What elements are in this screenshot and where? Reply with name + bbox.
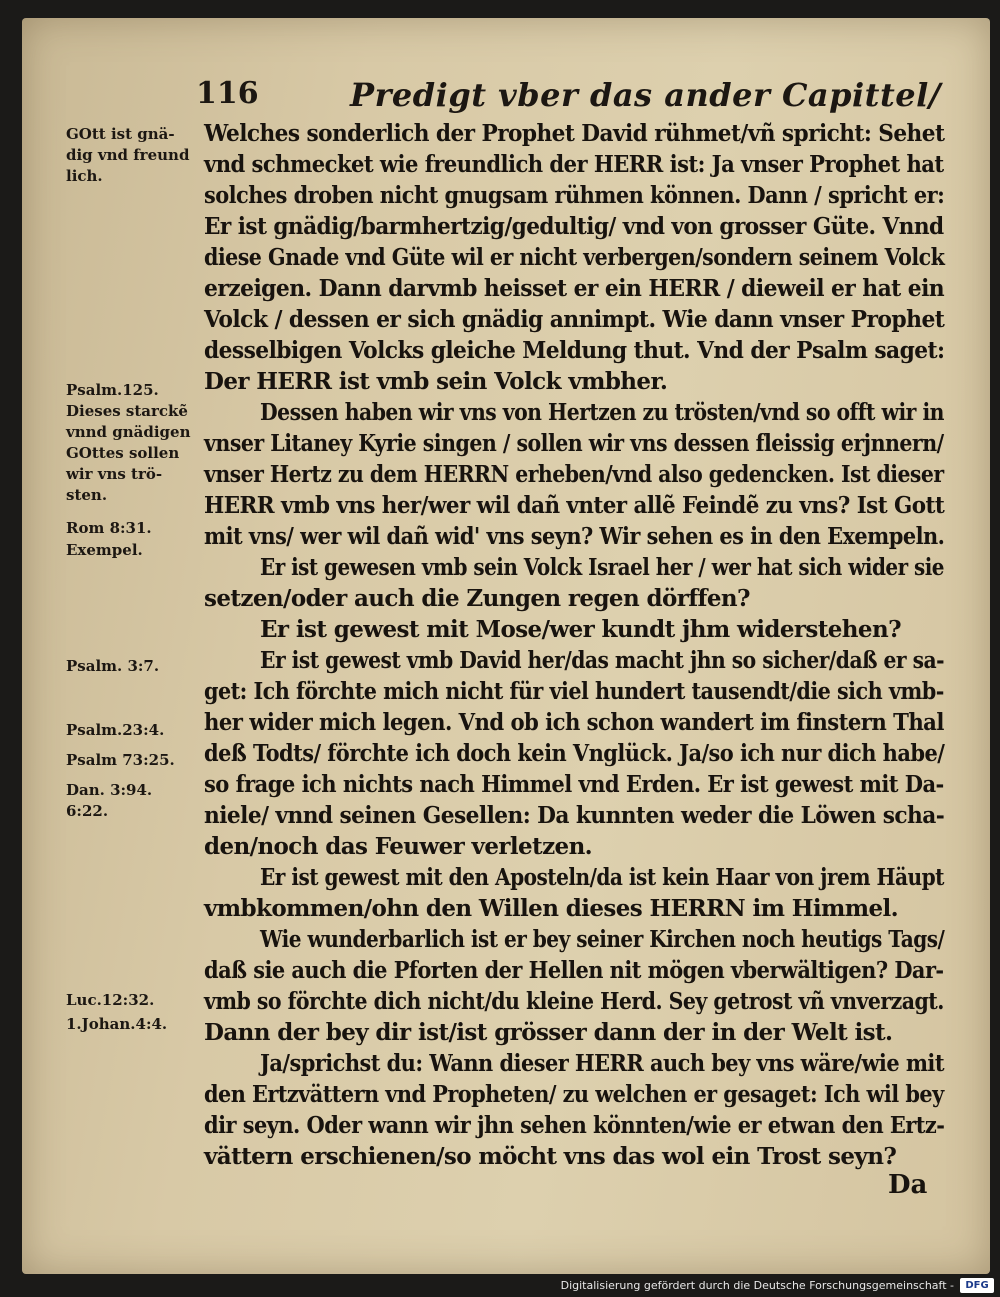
margin-note: Rom 8:31. [66,519,152,537]
text-line: desselbigen Volcks gleiche Meldung thut. Vnd der Psalm saget: [204,337,945,364]
text-line: get: Ich förchte mich nicht für viel hundert tausendt/die sich vmb- [204,678,944,705]
text-line: Er ist gewest mit Mose/wer kundt jhm widerstehen? [260,616,901,643]
text-line: Volck / dessen er sich gnädig annimpt. Wie dann vnser Prophet [204,306,945,333]
text-line: Welches sonderlich der Prophet David rühmet/vñ spricht: Sehet [204,120,945,147]
margin-note: Luc.12:32. [66,991,155,1009]
text-line: Wie wunderbarlich ist er bey seiner Kirchen noch heutigs Tags/ [260,926,945,953]
text-line: dir seyn. Oder wann wir jhn sehen könnten/wie er etwan den Ertz- [204,1112,945,1139]
text-line: den/noch das Feuwer verletzen. [204,833,593,860]
text-line: diese Gnade vnd Güte wil er nicht verbergen/sondern seinem Volck [204,244,945,271]
footer-credit: Digitalisierung gefördert durch die Deutsche Forschungsgemeinschaft - [560,1279,954,1292]
text-line: Der HERR ist vmb sein Volck vmbher. [204,368,668,395]
text-line: setzen/oder auch die Zungen regen dörffen? [204,585,750,612]
text-line: Er ist gnädig/barmhertzig/gedultig/ vnd von grosser Güte. Vnnd [204,213,944,240]
text-line: vmbkommen/ohn den Willen dieses HERRN im Himmel. [204,895,899,922]
text-line: deß Todts/ förchte ich doch kein Vnglück. Ja/so ich nur dich habe/ [204,740,945,767]
dfg-logo: DFG [960,1278,994,1293]
catchword: Da [888,1170,928,1200]
text-line: vnser Litaney Kyrie singen / sollen wir vns dessen fleissig erjnnern/ [204,430,944,457]
margin-note: Psalm.23:4. [66,721,165,739]
text-line: Er ist gewest mit den Aposteln/da ist kein Haar von jrem Häupt [260,864,944,891]
margin-note: Psalm 73:25. [66,751,175,769]
text-line: vnser Hertz zu dem HERRN erheben/vnd also gedencken. Ist dieser [204,461,944,488]
text-line: HERR vmb vns her/wer wil dañ vnter allẽ Feindẽ zu vns? Ist Gott [204,492,945,519]
text-line: Dessen haben wir vns von Hertzen zu trösten/vnd so offt wir in [260,399,944,426]
margin-note: Psalm.125. Dieses starckẽ vnnd gnädigen GOttes sollen wir vns trö- sten. [66,381,191,504]
text-line: erzeigen. Dann darvmb heisset er ein HERR / dieweil er hat ein [204,275,945,302]
margin-note: Exempel. [66,541,143,559]
text-line: vmb so förchte dich nicht/du kleine Herd. Sey getrost vñ vnverzagt. [204,988,944,1015]
text-line: daß sie auch die Pforten der Hellen nit mögen vberwältigen? Dar- [204,957,944,984]
margin-note: GOtt ist gnä- dig vnd freund lich. [66,125,190,185]
text-line: Ja/sprichst du: Wann dieser HERR auch bey vns wäre/wie mit [260,1050,944,1077]
text-line: den Ertzvättern vnd Propheten/ zu welchen er gesaget: Ich wil bey [204,1081,944,1108]
text-line: so frage ich nichts nach Himmel vnd Erden. Er ist gewest mit Da- [204,771,944,798]
text-line: her wider mich legen. Vnd ob ich schon wandert im finstern Thal [204,709,944,736]
margin-note: 1.Johan.4:4. [66,1015,168,1033]
margin-note: Dan. 3:94. 6:22. [66,781,153,820]
page-header [0,76,1000,126]
text-line: Er ist gewest vmb David her/das macht jhn so sicher/daß er sa- [260,647,944,674]
text-line: niele/ vnnd seinen Gesellen: Da kunnten weder die Löwen scha- [204,802,945,829]
text-line: vnd schmecket wie freundlich der HERR ist: Ja vnser Prophet hat [204,151,944,178]
text-line: Dann der bey dir ist/ist grösser dann der in der Welt ist. [204,1019,893,1046]
text-line: mit vns/ wer wil dañ wid' vns seyn? Wir sehen es in den Exempeln. [204,523,945,550]
running-title: Predigt vber das ander Capittel/ [350,76,941,114]
text-line: solches droben nicht gnugsam rühmen können. Dann / spricht er: [204,182,945,209]
text-line: vättern erschienen/so möcht vns das wol ein Trost seyn? [204,1143,897,1170]
text-line: Er ist gewesen vmb sein Volck Israel her / wer hat sich wider sie [260,554,944,581]
page-number: 116 [196,76,259,111]
footer-bar [0,1275,1000,1297]
margin-note: Psalm. 3:7. [66,657,160,675]
